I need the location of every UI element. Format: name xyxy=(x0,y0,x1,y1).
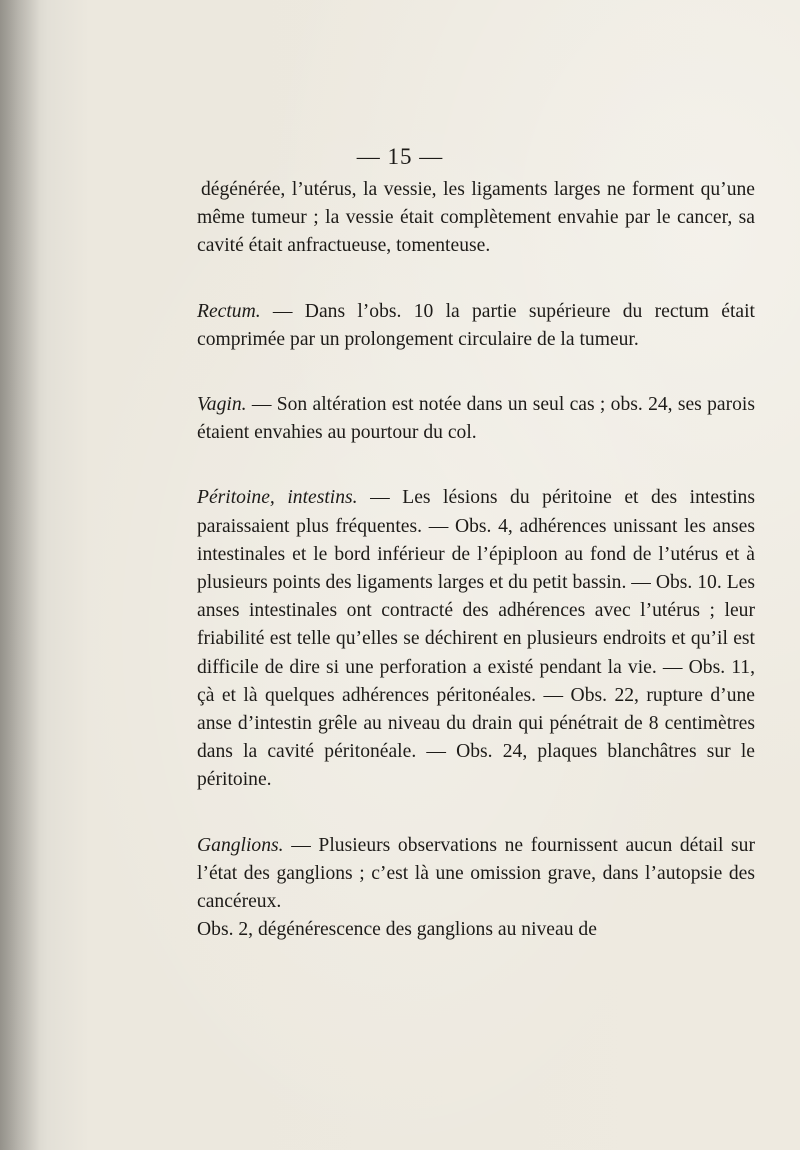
paragraph-body: — Les lésions du péritoine et des intestins paraissaient plus fréquentes. — Obs. 4, adhérences unissant les anses intestinales et le bord inférieur de l’épiploon au fond de l’utérus et à plusieurs points des ligaments larges et du petit bassin. — Obs. 10. Les anses intestinales ont contracté des adhérences avec l’utérus ; leur friabilité est telle qu’elles se déchirent en plusieurs endroits et qu’il est difficile de dire si une perforation a existé pendant la vie. — Obs. 11, çà et là quelques adhérences péritonéales. — Obs. 22, rupture d’une anse d’intestin grêle au niveau du drain qui pénétrait de 8 centimètres dans la cavité péritonéale. — Obs. 24, plaques blanchâtres sur le péritoine. xyxy=(197,487,755,791)
section-label-ganglions: Ganglions. xyxy=(197,834,284,856)
paragraph-body: — Dans l’obs. 10 la partie supérieure du rectum était comprimée par un prolongement circulaire de la tumeur. xyxy=(197,300,755,350)
paragraph-rectum xyxy=(197,298,755,354)
page-body xyxy=(197,176,755,944)
page-number: — 15 — xyxy=(356,144,444,169)
section-label-vagin: Vagin. xyxy=(197,394,247,416)
paragraph-obs-2 xyxy=(197,916,755,944)
paragraph-ganglions xyxy=(197,832,755,917)
binding-shadow xyxy=(0,0,40,1150)
paragraph-body: dégénérée, l’utérus, la vessie, les ligaments larges ne forment qu’une même tumeur ; la vessie était complètement envahie par le cancer, sa cavité était anfractueuse, tomenteuse. xyxy=(197,179,755,257)
paragraph-peritoine xyxy=(197,484,755,794)
paragraph-vagin xyxy=(197,391,755,447)
paragraph-body: — Plusieurs observations ne fournissent aucun détail sur l’état des ganglions ; c’est là une omission grave, dans l’autopsie des cancéreux. xyxy=(197,834,755,913)
paragraph-body: — Son altération est notée dans un seul cas ; obs. 24, ses parois étaient envahies au pourtour du col. xyxy=(197,394,755,444)
section-label-peritoine: Péritoine, intestins. xyxy=(197,487,358,509)
paragraph-body: Obs. 2, dégénérescence des ganglions au niveau de xyxy=(197,919,597,941)
paragraph-continuation xyxy=(197,176,755,261)
section-label-rectum: Rectum. xyxy=(197,300,261,322)
